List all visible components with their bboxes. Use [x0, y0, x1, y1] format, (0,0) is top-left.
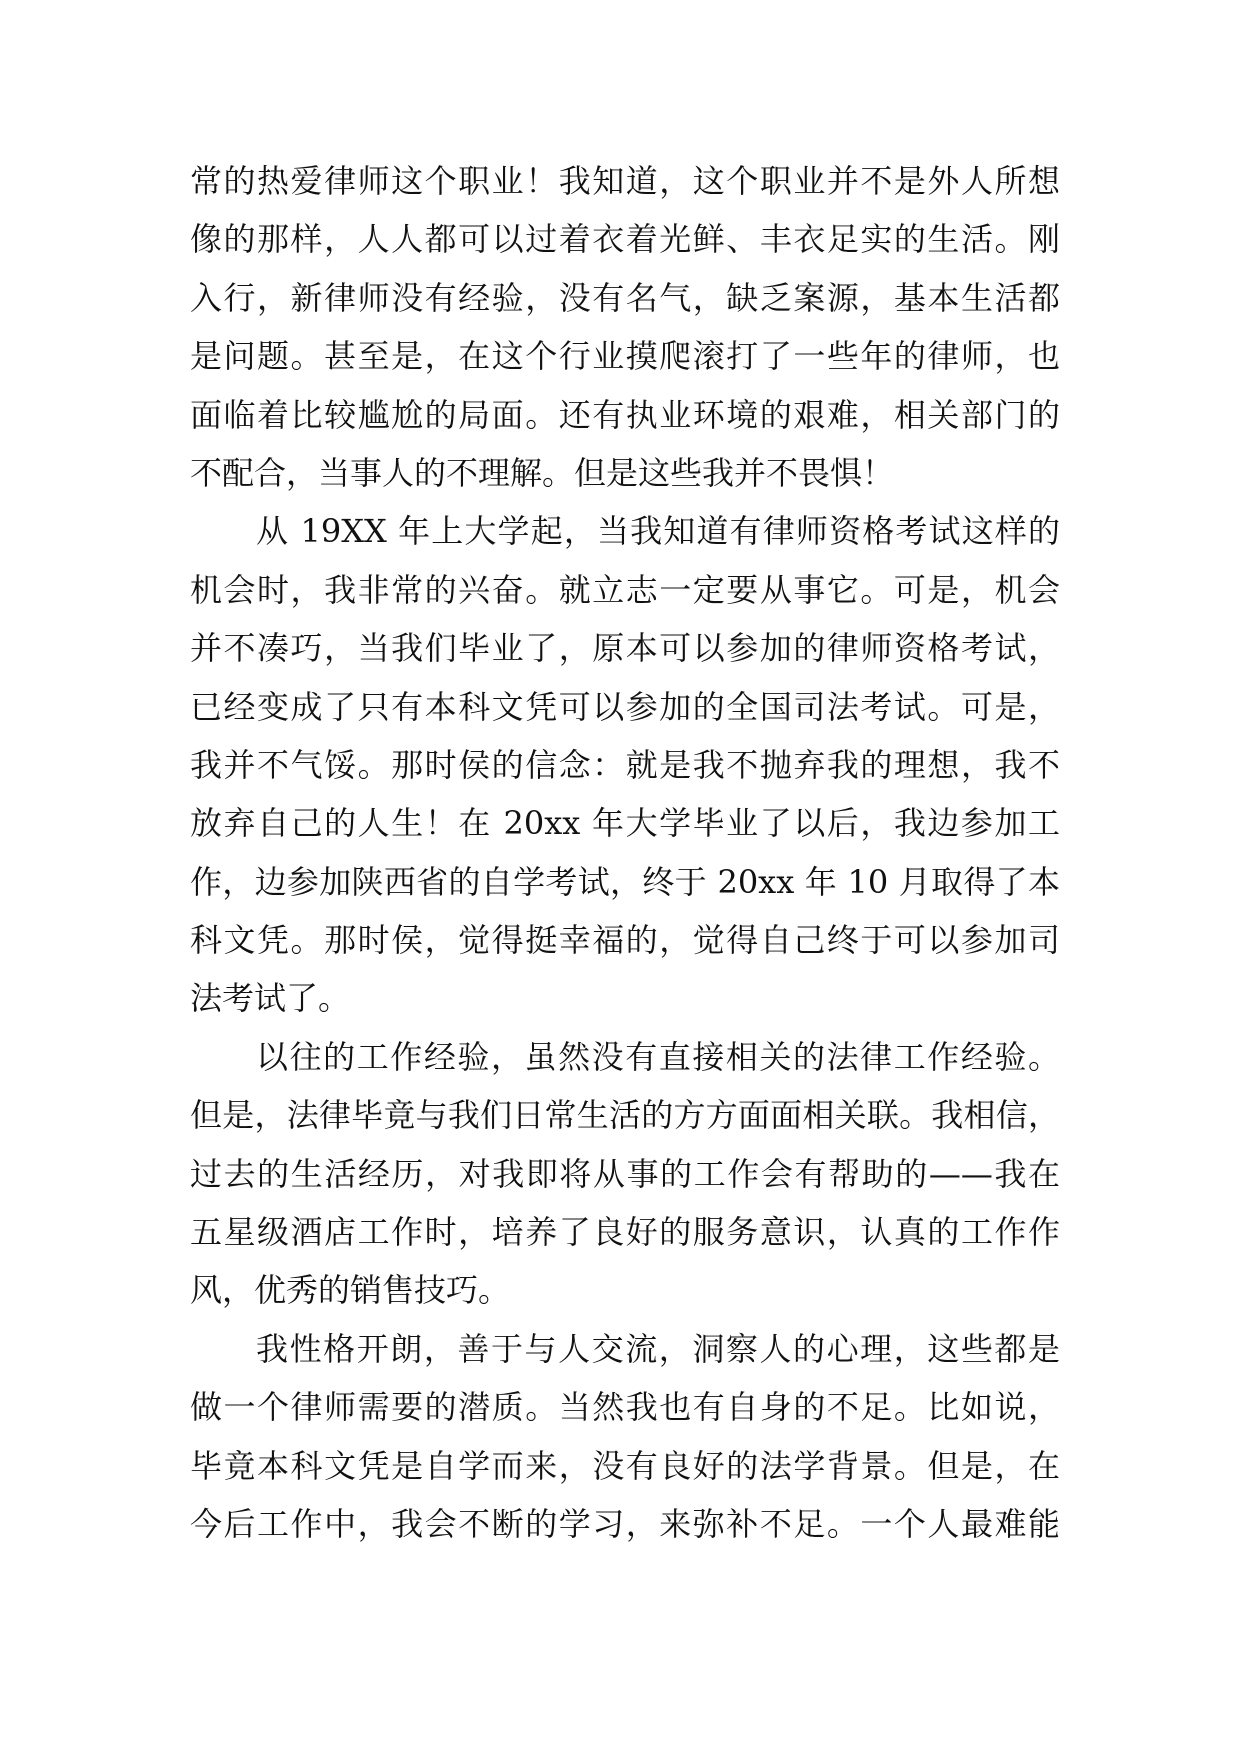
- text-line: 面临着比较尴尬的局面。还有执业环境的艰难，相关部门的: [190, 395, 1060, 434]
- text-line: 机会时，我非常的兴奋。就立志一定要从事它。可是，机会: [190, 570, 1060, 609]
- text-line: 做一个律师需要的潜质。当然我也有自身的不足。比如说，: [190, 1388, 1060, 1427]
- text-line: 科文凭。那时侯，觉得挺幸福的，觉得自己终于可以参加司: [190, 921, 1060, 960]
- text-line: 从 19XX 年上大学起，当我知道有律师资格考试这样的: [256, 512, 1060, 551]
- text-line: 毕竟本科文凭是自学而来，没有良好的法学背景。但是，在: [190, 1446, 1060, 1485]
- text-line: 是问题。甚至是，在这个行业摸爬滚打了一些年的律师，也: [190, 337, 1060, 376]
- text-line: 入行，新律师没有经验，没有名气，缺乏案源，基本生活都: [190, 278, 1060, 317]
- text-line: 作，边参加陕西省的自学考试，终于 20xx 年 10 月取得了本: [190, 862, 1060, 901]
- document-body: [190, 152, 1060, 1553]
- text-line: 但是，法律毕竟与我们日常生活的方方面面相关联。我相信，: [190, 1096, 1060, 1135]
- text-line: 风，优秀的销售技巧。: [190, 1271, 511, 1310]
- text-line: 我性格开朗，善于与人交流，洞察人的心理，这些都是: [256, 1329, 1060, 1368]
- text-line: 常的热爱律师这个职业！我知道，这个职业并不是外人所想: [190, 162, 1060, 200]
- text-line: 像的那样，人人都可以过着衣着光鲜、丰衣足实的生活。刚: [190, 220, 1060, 259]
- text-line: 法考试了。: [190, 979, 351, 1018]
- text-line: 以往的工作经验，虽然没有直接相关的法律工作经验。: [256, 1037, 1060, 1076]
- text-line: 不配合，当事人的不理解。但是这些我并不畏惧！: [190, 453, 895, 492]
- text-line: 今后工作中，我会不断的学习，来弥补不足。一个人最难能: [190, 1504, 1060, 1543]
- text-line: 已经变成了只有本科文凭可以参加的全国司法考试。可是，: [190, 687, 1060, 726]
- text-line: 我并不气馁。那时侯的信念：就是我不抛弃我的理想，我不: [190, 745, 1060, 784]
- text-line: 放弃自己的人生！在 20xx 年大学毕业了以后，我边参加工: [190, 804, 1060, 843]
- text-line: 五星级酒店工作时，培养了良好的服务意识，认真的工作作: [190, 1213, 1060, 1252]
- text-line: 并不凑巧，当我们毕业了，原本可以参加的律师资格考试，: [190, 629, 1060, 668]
- text-line: 过去的生活经历，对我即将从事的工作会有帮助的——我在: [190, 1154, 1060, 1193]
